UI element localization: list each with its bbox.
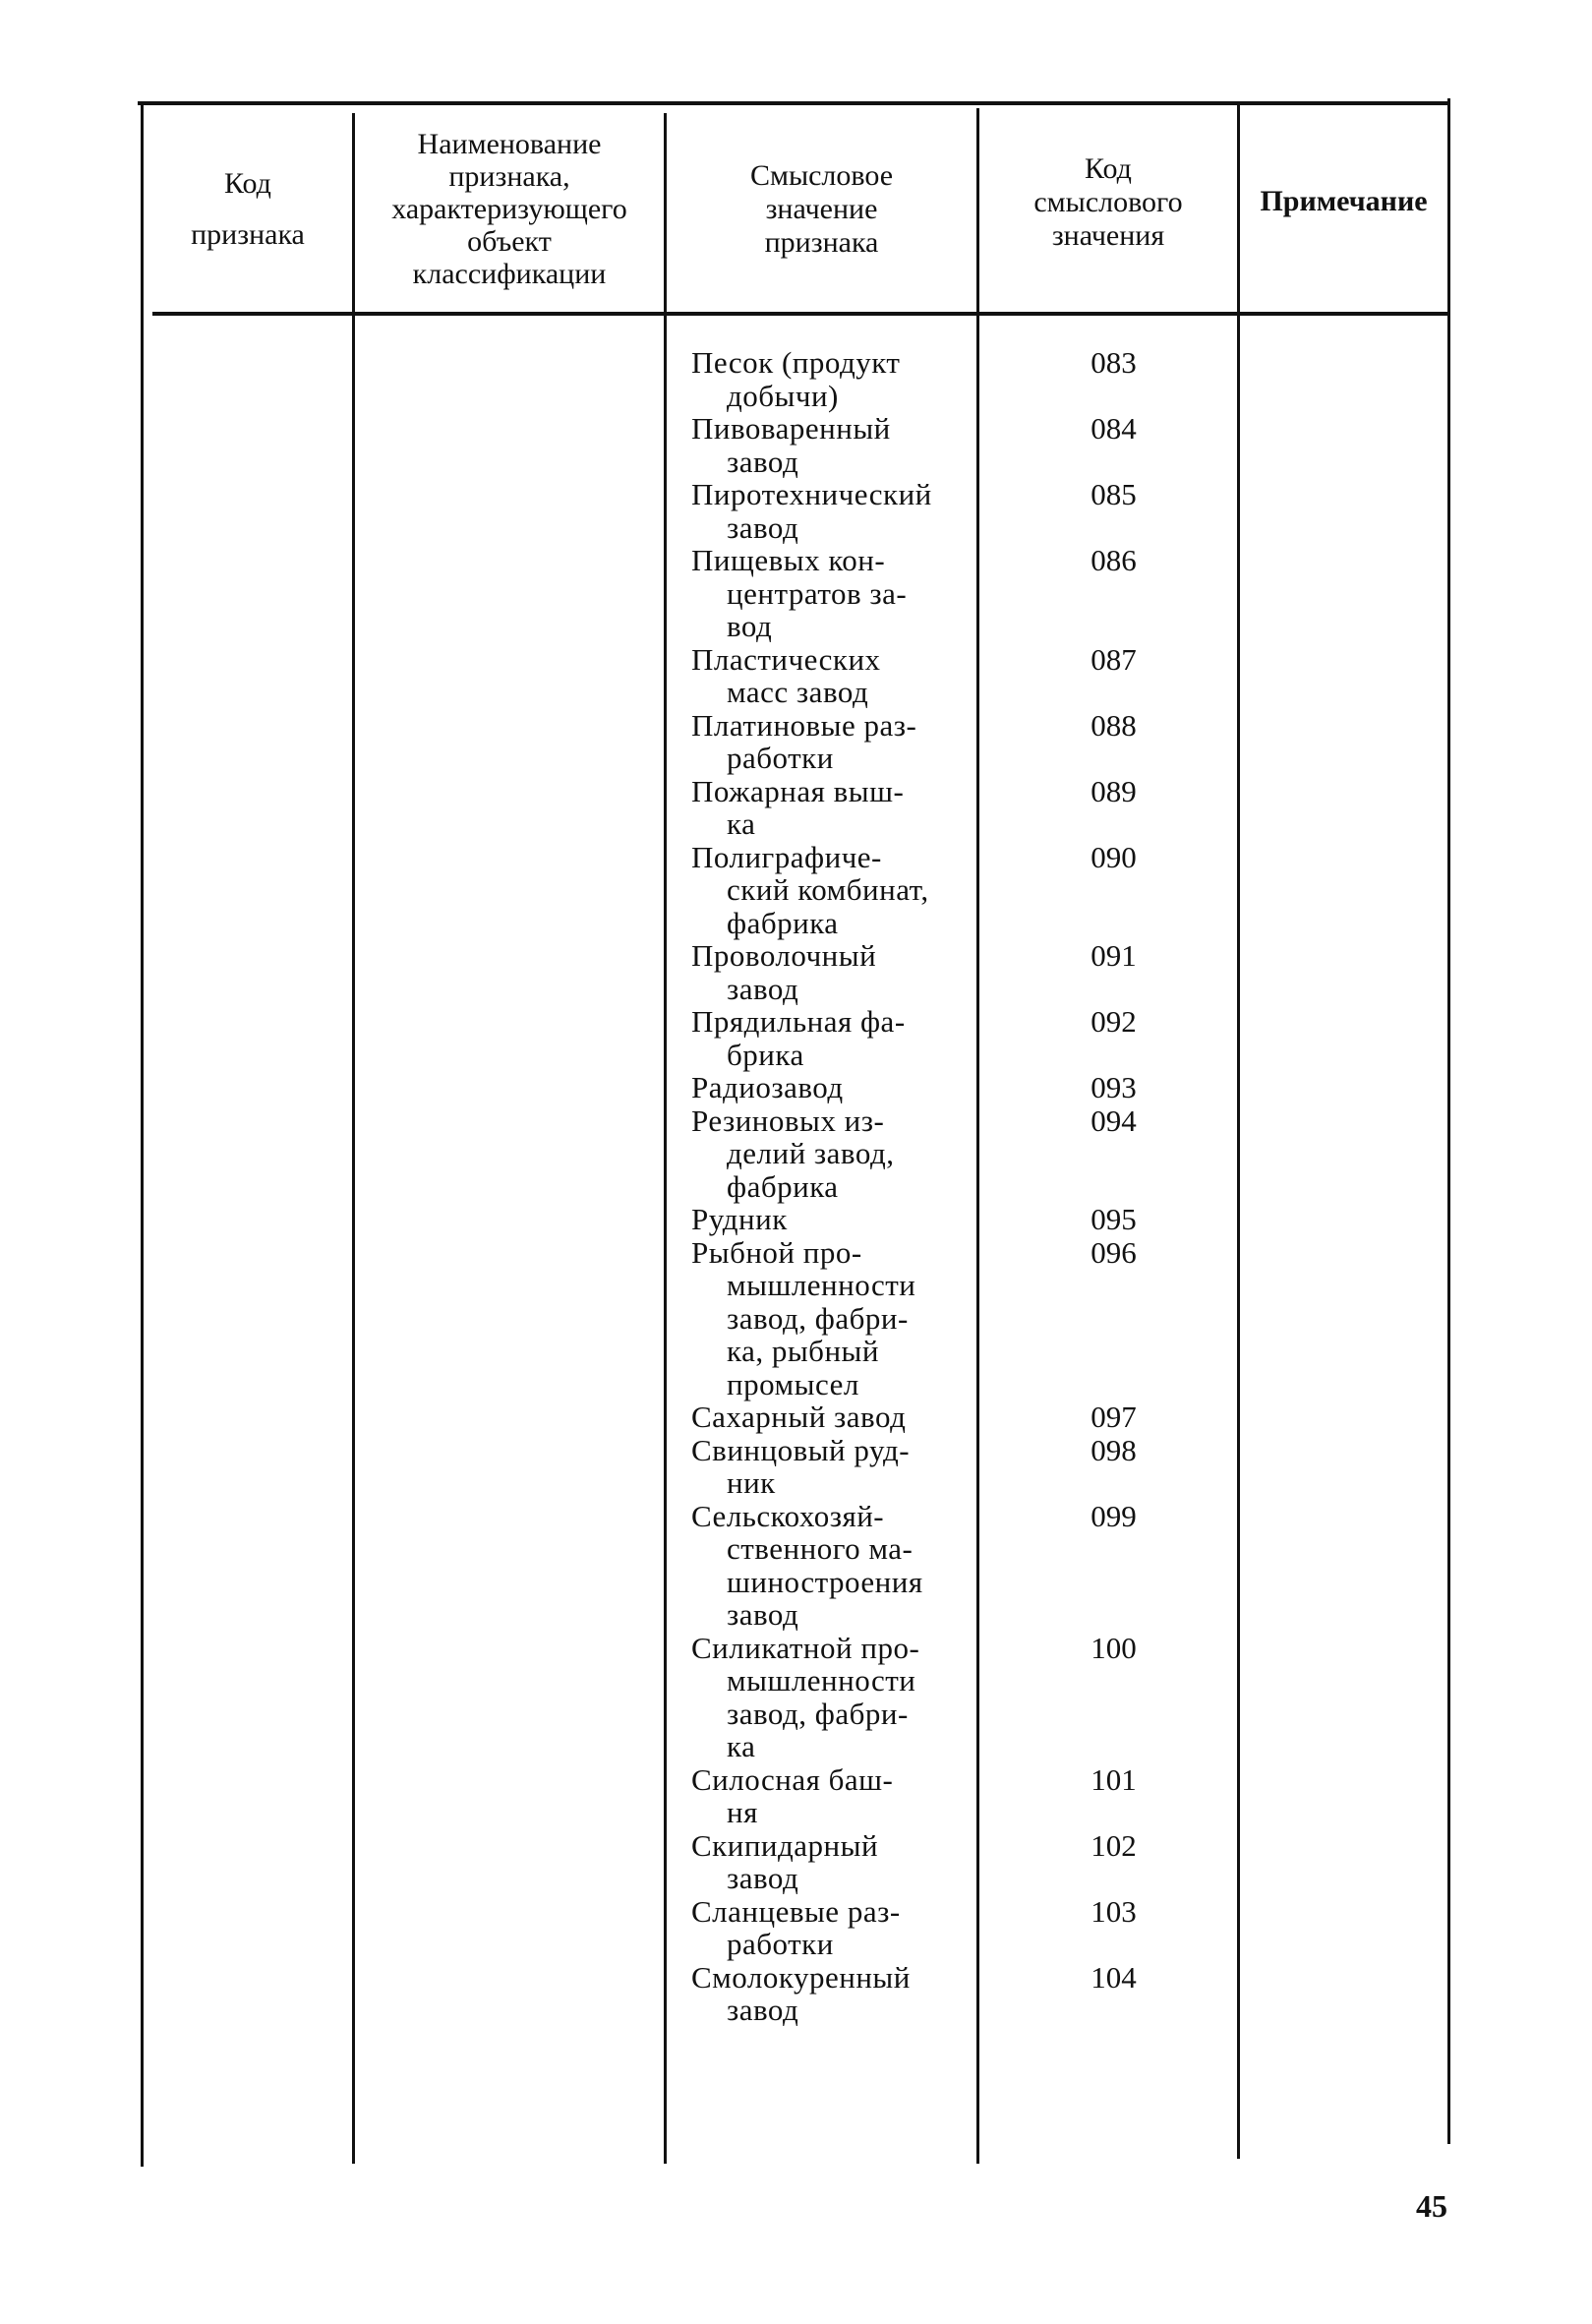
meaning-text-line: завод, фабри- <box>727 1696 909 1731</box>
table-row-code: 084 <box>1091 411 1137 446</box>
header-attribute-name <box>355 128 664 290</box>
table-row-code: 097 <box>1091 1400 1137 1434</box>
meaning-text-line: завод <box>727 971 799 1006</box>
table-row-code: 093 <box>1091 1070 1137 1104</box>
table-row-code: 098 <box>1091 1432 1137 1467</box>
header-text: смыслового <box>1033 186 1183 218</box>
page-number: 45 <box>1416 2188 1447 2224</box>
table-row-code: 094 <box>1091 1102 1137 1138</box>
meaning-text-line: Пожарная выш- <box>691 773 905 808</box>
header-text: Код <box>1085 152 1132 185</box>
header-text: Примечание <box>1260 185 1428 217</box>
meaning-text-line: ня <box>727 1795 758 1829</box>
meaning-text-line: мышленности <box>727 1663 916 1698</box>
table-row-meaning <box>691 643 969 709</box>
table-row-code: 099 <box>1091 1498 1137 1533</box>
meaning-text-line: завод <box>727 1993 799 2027</box>
table-row-meaning <box>691 1400 969 1434</box>
header-text: признака, <box>448 160 570 193</box>
meaning-text-line: Проволочный <box>691 938 877 973</box>
table-row-meaning <box>691 1763 969 1829</box>
table-row-code: 089 <box>1091 773 1137 808</box>
header-text: признака <box>764 226 879 259</box>
header-text: признака <box>191 218 305 251</box>
table-row-code: 101 <box>1091 1761 1137 1797</box>
meaning-text-line: ственного ма- <box>727 1531 914 1566</box>
meaning-text-line: Прядильная фа- <box>691 1004 906 1039</box>
table-row-meaning <box>691 1071 969 1104</box>
header-text: Код <box>224 167 271 200</box>
meaning-text-line: Песок (продукт <box>691 345 901 380</box>
table-row-meaning <box>691 841 969 940</box>
meaning-text-line: брика <box>727 1037 804 1072</box>
meaning-text-line: Сахарный завод <box>691 1400 907 1434</box>
meaning-text-line: Силосная баш- <box>691 1761 894 1797</box>
col-divider-2 <box>664 113 667 2164</box>
meaning-text-line: делий завод, <box>727 1136 895 1170</box>
meaning-text-line: вод <box>727 609 773 643</box>
table-row-code: 092 <box>1091 1004 1137 1039</box>
header-text: объект <box>467 225 552 258</box>
meaning-text-line: добычи) <box>727 378 839 413</box>
meaning-text-line: Пивоваренный <box>691 411 891 446</box>
meaning-text-line: Пластических <box>691 641 881 677</box>
table-row-code: 087 <box>1091 641 1137 677</box>
meaning-text-line: завод <box>727 509 799 545</box>
table-row-code: 103 <box>1091 1893 1137 1929</box>
table-row-meaning <box>691 939 969 1005</box>
table-row-meaning <box>691 1961 969 2027</box>
table-row-code: 096 <box>1091 1234 1137 1270</box>
header-text: классификации <box>412 258 607 290</box>
meaning-text-line: центратов за- <box>727 575 908 611</box>
header-text: Смысловое <box>749 159 894 192</box>
meaning-text-line: завод <box>727 1861 799 1895</box>
col-divider-1 <box>352 113 355 2164</box>
meaning-text-line: промысел <box>727 1366 859 1401</box>
header-text: Наименование <box>417 128 602 160</box>
table-row-meaning <box>691 478 969 544</box>
table-row-code: 088 <box>1091 707 1137 743</box>
meaning-text-line: Платиновые раз- <box>691 707 917 743</box>
table-row-code: 083 <box>1091 345 1137 380</box>
meaning-text-line: Рыбной про- <box>691 1234 862 1270</box>
table-row-meaning <box>691 775 969 841</box>
table-row-meaning <box>691 1104 969 1204</box>
meaning-text-line: шиностроения <box>727 1564 923 1599</box>
meaning-text-line: работки <box>727 741 834 775</box>
table-left-border <box>141 101 144 2167</box>
table-row-meaning <box>691 412 969 478</box>
header-text: значение <box>765 193 878 225</box>
meaning-text-line: Резиновых из- <box>691 1102 885 1138</box>
meaning-text-line: ка, рыбный <box>727 1334 879 1368</box>
meaning-text-line: Радиозавод <box>691 1070 844 1104</box>
table-row-meaning <box>691 1632 969 1763</box>
meaning-text-line: ский комбинат, <box>727 872 929 907</box>
meaning-text-line: фабрика <box>727 905 839 940</box>
meaning-text-line: Полиграфиче- <box>691 839 882 874</box>
header-note <box>1240 185 1447 218</box>
table-row-code: 085 <box>1091 477 1137 511</box>
header-text: значения <box>1051 219 1165 252</box>
table-top-rule <box>138 101 1450 105</box>
meaning-text-line: Сланцевые раз- <box>691 1893 901 1929</box>
table-row-code: 091 <box>1091 938 1137 973</box>
table-row-code: 095 <box>1091 1202 1137 1236</box>
meaning-text-line: Пищевых кон- <box>691 543 886 577</box>
table-row-code: 090 <box>1091 839 1137 874</box>
table-row-meaning <box>691 1005 969 1071</box>
table-row-meaning <box>691 1434 969 1500</box>
table-row-meaning <box>691 709 969 775</box>
table-row-meaning <box>691 1203 969 1236</box>
meaning-text-line: ник <box>727 1465 776 1500</box>
header-meaning-code <box>979 152 1237 253</box>
table-row-meaning <box>691 346 969 412</box>
meaning-text-line: Смолокуренный <box>691 1959 911 1995</box>
meaning-text-line: работки <box>727 1927 834 1961</box>
table-row-meaning <box>691 1236 969 1401</box>
header-text: характеризующего <box>391 193 627 225</box>
table-right-border <box>1447 98 1450 2144</box>
meaning-text-line: Сельскохозяй- <box>691 1498 885 1533</box>
meaning-text-line: Свинцовый руд- <box>691 1432 911 1467</box>
meaning-text-line: завод, фабри- <box>727 1300 909 1336</box>
header-bottom-rule <box>152 312 1450 316</box>
table-row-meaning <box>691 1895 969 1961</box>
col-divider-3 <box>976 108 979 2164</box>
meaning-text-line: завод <box>727 1597 799 1632</box>
meaning-text-line: Рудник <box>691 1202 788 1236</box>
meaning-text-line: Пиротехнический <box>691 477 932 511</box>
meaning-text-line: Скипидарный <box>691 1827 879 1863</box>
table-row-meaning <box>691 1500 969 1632</box>
table-row-code: 086 <box>1091 543 1137 577</box>
meaning-text-line: ка <box>727 806 756 841</box>
table-row-meaning <box>691 544 969 643</box>
meaning-text-line: мышленности <box>727 1268 916 1302</box>
meaning-text-line: завод <box>727 444 799 479</box>
table-row-code: 104 <box>1091 1959 1137 1995</box>
meaning-text-line: Силикатной про- <box>691 1630 920 1665</box>
header-attribute-code <box>144 167 352 252</box>
meaning-text-line: фабрика <box>727 1168 839 1204</box>
meaning-text-line: ка <box>727 1729 756 1763</box>
table-row-code: 100 <box>1091 1630 1137 1665</box>
table-row-meaning <box>691 1829 969 1895</box>
table-row-code: 102 <box>1091 1827 1137 1863</box>
header-semantic-meaning <box>667 159 976 260</box>
meaning-text-line: масс завод <box>727 675 869 709</box>
